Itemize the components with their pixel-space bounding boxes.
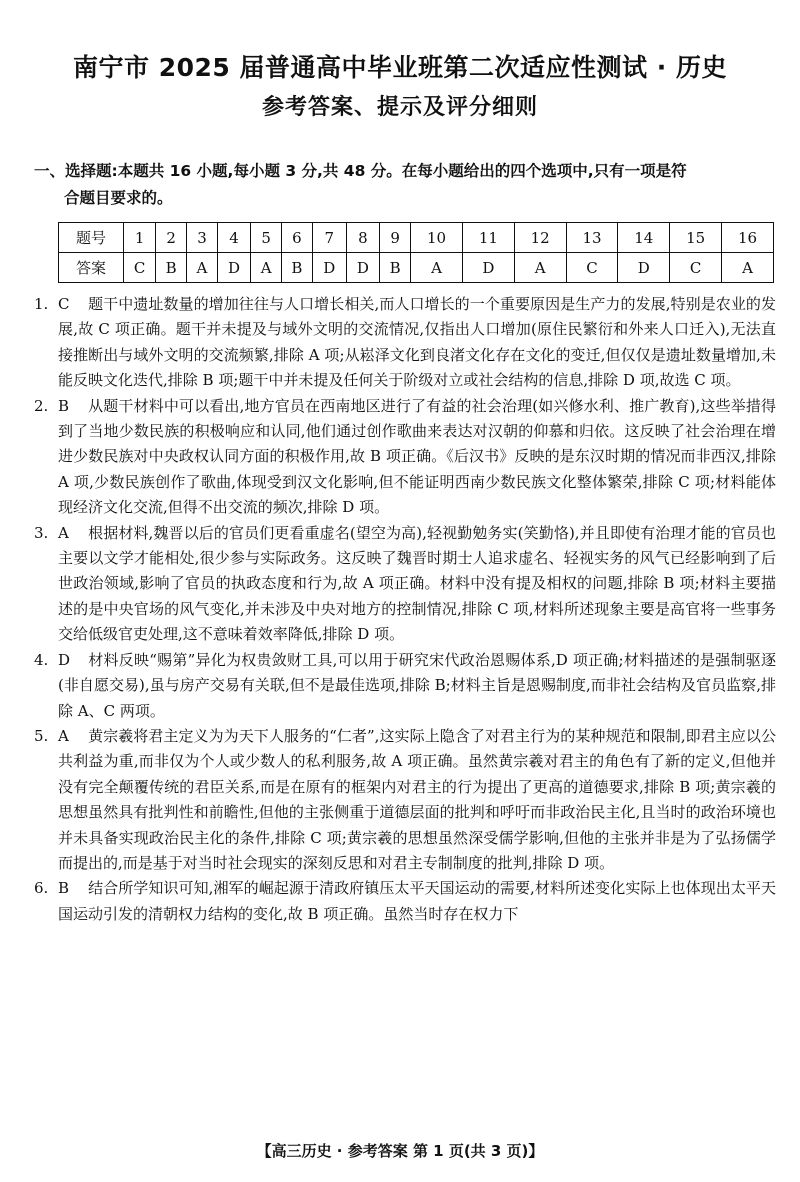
question-number: 13	[566, 223, 618, 253]
explanation-item	[34, 394, 776, 521]
question-number: 12	[514, 223, 566, 253]
section-heading-line-2: 合题目要求的。	[64, 189, 173, 207]
answer-cell: A	[411, 253, 463, 283]
item-number: 6.	[34, 879, 49, 898]
answer-cell: D	[346, 253, 380, 283]
explanation-item	[34, 724, 776, 876]
explanation-item	[34, 648, 776, 724]
item-text: 黄宗羲将君主定义为为天下人服务的“仁者”,这实际上隐含了对君主行为的某种规范和限制,即君主应以公共利益为重,而非仅为个人或少数人的私利服务,故 A 项正确。虽然黄宗羲对君主的角色有了新的定义,但他并没有完全颠覆传统的君臣关系,而是在原有的框架内对君主的行为提出了更高的道德要求,排除 B 项;黄宗羲的思想虽然具有批判性和前瞻性,但他的主张侧重于道德层面的批判和呼吁而非政治民主化,且当时的政治环境也并未具备实现政治民主化的条件,排除 C 项;黄宗羲的思想虽然深受儒学影响,但他的主张并非是为了弘扬儒学而提出的,而是基于对当时社会现实的深刻反思和对君主专制制度的批判,排除 D 项。	[58, 726, 776, 872]
section-heading	[34, 158, 774, 212]
item-option: A	[58, 523, 69, 542]
answer-cell: C	[566, 253, 618, 283]
item-number: 4.	[34, 650, 49, 669]
item-text: 题干中遗址数量的增加往往与人口增长相关,而人口增长的一个重要原因是生产力的发展,特别是农业的发展,故 C 项正确。题干并未提及与域外文明的交流情况,仅指出人口增加(原住民繁衍和外来人口迁入),无法直接推断出与域外文明的交流频繁,排除 A 项;从崧泽文化到良渚文化存在文化的变迁,但仅仅是遗址数量增加,未能反映文化迭代,排除 B 项;题干中并未提及任何关于阶级对立或社会结构的信息,排除 D 项,故选 C 项。	[58, 295, 776, 390]
answer-table-answer-row	[59, 253, 774, 283]
answer-cell: A	[187, 253, 218, 283]
item-text: 根据材料,魏晋以后的官员们更看重虚名(望空为高),轻视勤勉务实(笑勤恪),并且即使有治理才能的官员也主要以文学才能相处,很少参与实际政务。这反映了魏晋时期士人追求虚名、轻视实务的风气已经影响到了后世政治领域,影响了官员的执政态度和行为,故 A 项正确。材料中没有提及相权的问题,排除 B 项;材料主要描述的是中央官场的风气变化,并未涉及中央对地方的控制情况,排除 C 项,材料所述现象主要是高官将一些事务交给低级官吏处理,这不意味着效率降低,排除 D 项。	[58, 523, 776, 644]
item-number: 3.	[34, 523, 49, 542]
page-subtitle: 参考答案、提示及评分细则	[261, 95, 538, 120]
answer-cell: A	[514, 253, 566, 283]
answer-table-number-row	[59, 223, 774, 253]
item-text: 结合所学知识可知,湘军的崛起源于清政府镇压太平天国运动的需要,材料所述变化实际上也体现出太平天国运动引发的清朝权力结构的变化,故 B 项正确。虽然当时存在权力下	[58, 879, 776, 923]
question-number: 6	[281, 223, 312, 253]
question-number: 16	[722, 223, 774, 253]
page-title: 南宁市 2025 届普通高中毕业班第二次适应性测试 · 历史	[73, 53, 727, 82]
item-option: C	[58, 295, 70, 313]
question-number: 8	[346, 223, 380, 253]
item-number: 5.	[34, 726, 49, 745]
item-option: B	[58, 396, 70, 415]
answer-cell: A	[251, 253, 282, 283]
question-number: 1	[124, 223, 156, 253]
row-label-number: 题号	[59, 223, 124, 253]
answer-cell: D	[618, 253, 670, 283]
question-number: 10	[411, 223, 463, 253]
answer-cell: D	[462, 253, 514, 283]
answer-cell: C	[124, 253, 156, 283]
explanation-item	[34, 876, 776, 927]
question-number: 4	[217, 223, 251, 253]
question-number: 11	[462, 223, 514, 253]
question-number: 7	[312, 223, 346, 253]
answer-cell: A	[722, 253, 774, 283]
row-label-answer: 答案	[59, 253, 124, 283]
explanation-item	[34, 292, 776, 394]
item-option: D	[58, 650, 71, 669]
explanation-item	[34, 521, 776, 648]
item-text: 材料反映“赐第”异化为权贵敛财工具,可以用于研究宋代政治恩赐体系,D 项正确;材料描述的是强制驱逐(非自愿交易),虽与房产交易有关联,但不是最佳选项,排除 B;材料主旨是恩赐制度,而非社会结构及官员监察,排除 A、C 两项。	[58, 650, 776, 720]
item-number: 1.	[34, 295, 49, 313]
item-text: 从题干材料中可以看出,地方官员在西南地区进行了有益的社会治理(如兴修水利、推广教育),这些举措得到了当地少数民族的积极响应和认同,他们通过创作歌曲来表达对汉朝的仰慕和归依。这反映了社会治理在增进少数民族对中央政权认同方面的积极作用,故 B 项正确。《后汉书》反映的是东汉时期的情况而非西汉,排除 A 项,少数民族创作了歌曲,体现受到汉文化影响,但不能证明西南少数民族文化整体繁荣,排除 C 项;材料能体现经济文化交流,但得不出交流的频次,排除 D 项。	[58, 396, 776, 517]
question-number: 14	[618, 223, 670, 253]
question-number: 3	[187, 223, 218, 253]
answer-cell: B	[380, 253, 411, 283]
explanations	[34, 292, 776, 927]
answer-cell: D	[312, 253, 346, 283]
question-number: 2	[156, 223, 187, 253]
question-number: 9	[380, 223, 411, 253]
section-heading-line-1: 一、选择题:本题共 16 小题,每小题 3 分,共 48 分。在每小题给出的四个选项中,只有一项是符	[34, 162, 687, 180]
item-option: A	[58, 726, 69, 745]
answer-cell: C	[670, 253, 722, 283]
item-number: 2.	[34, 396, 49, 415]
item-option: B	[58, 879, 70, 898]
answer-cell: B	[281, 253, 312, 283]
answer-cell: D	[217, 253, 251, 283]
answer-cell: B	[156, 253, 187, 283]
question-number: 5	[251, 223, 282, 253]
answer-table	[58, 222, 774, 283]
question-number: 15	[670, 223, 722, 253]
page-footer: 【高三历史 · 参考答案 第 1 页(共 3 页)】	[256, 1142, 544, 1160]
